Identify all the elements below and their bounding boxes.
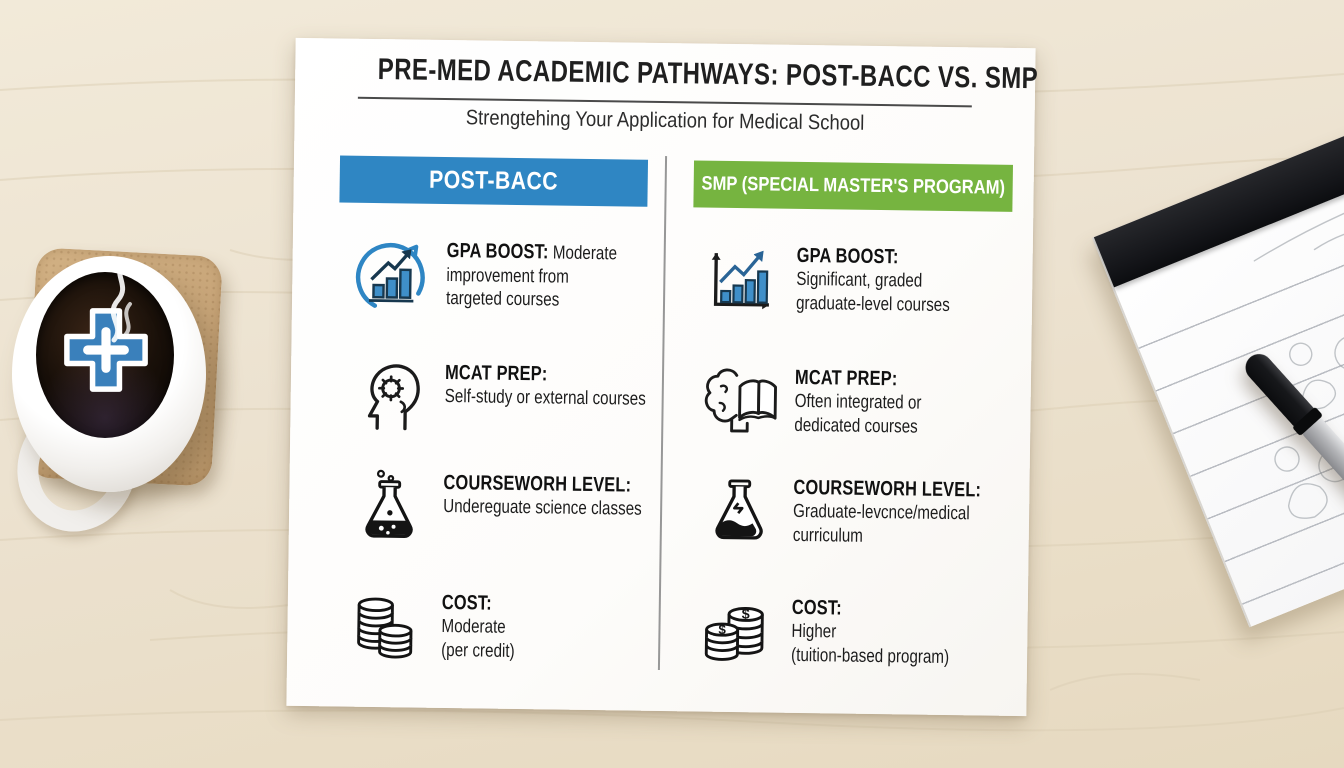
- poster-subtitle: Strengtehing Your Application for Medical School: [465, 106, 865, 135]
- row-text: [445, 360, 710, 413]
- pencil-sketch-doodles: [1114, 40, 1344, 627]
- brain-book-icon: [698, 362, 779, 443]
- head-gear-icon: [348, 357, 429, 438]
- row-text: [443, 470, 708, 523]
- smp-mcat-row: [698, 362, 1125, 448]
- smp-column-header: [693, 160, 1013, 211]
- svg-text:$: $: [741, 606, 750, 623]
- row-desc: Often integrated or dedicated courses: [794, 391, 922, 438]
- row-desc: Undereguate science classes: [443, 496, 642, 521]
- row-label: GPA BOOST:: [446, 238, 549, 264]
- row-label: COST:: [441, 590, 492, 615]
- smp-gpa-row: [700, 240, 1127, 326]
- row-desc: Moderate (per credit): [441, 616, 515, 662]
- row-desc: Graduate-levcnce/medical curriculum: [792, 501, 970, 547]
- row-desc: Significant, graded graduate-level courses: [795, 269, 950, 316]
- bar-chart-axes-icon: [700, 240, 781, 321]
- growth-arc-chart-icon: [350, 235, 431, 316]
- row-label: COURSEWORH LEVEL:: [793, 475, 982, 502]
- row-text: [791, 595, 1056, 671]
- row-desc: Higher (tuition-based program): [790, 621, 950, 669]
- row-desc: Self-study or external courses: [444, 386, 646, 411]
- row-text: [793, 475, 1058, 551]
- steam-icon: [92, 260, 144, 344]
- row-label: MCAT PREP:: [794, 365, 898, 391]
- svg-text:$: $: [718, 622, 726, 638]
- row-label: MCAT PREP:: [444, 360, 548, 386]
- coin-stack-icon: [345, 587, 426, 668]
- flask-icon: [347, 467, 428, 548]
- row-text: [446, 238, 711, 314]
- flask-dark-icon: [697, 472, 778, 553]
- infographic-poster: [286, 38, 1039, 716]
- postbacc-column-header: [339, 155, 648, 206]
- row-label: GPA BOOST:: [796, 243, 899, 269]
- row-label: COURSEWORH LEVEL:: [443, 470, 632, 497]
- smp-cost-row: [695, 592, 1122, 678]
- row-text: [441, 590, 706, 666]
- row-desc: Moderate improvement from targeted courses: [445, 242, 618, 311]
- row-label: COST:: [791, 595, 842, 620]
- smp-header-label: SMP (SPECIAL MASTER'S PROGRAM): [701, 172, 1006, 199]
- postbacc-header-label: POST-BACC: [429, 165, 559, 196]
- smp-coursework-row: [697, 472, 1124, 558]
- notepad: [1092, 0, 1344, 627]
- row-text: [796, 243, 1061, 319]
- row-text: [794, 365, 1059, 441]
- coin-stack-dollar-icon: [695, 592, 776, 673]
- poster-title: PRE-MED ACADEMIC PATHWAYS: POST-BACC VS. SMP: [377, 53, 1039, 96]
